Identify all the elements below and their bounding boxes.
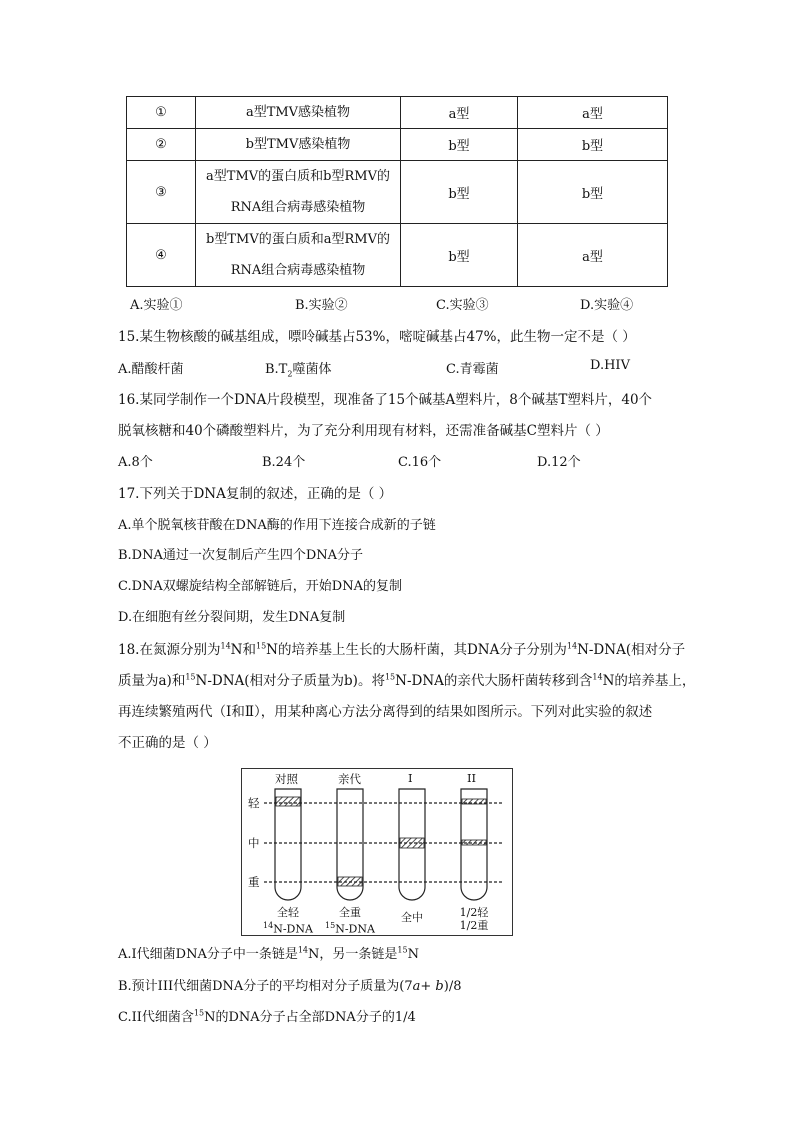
caption-control: 全轻 $^{14}$N-DNA: [263, 906, 313, 936]
row-col4: b型: [518, 161, 668, 224]
q17-option-d[interactable]: D.在细胞有丝分裂间期，发生DNA复制: [118, 610, 346, 625]
q18-option-a[interactable]: A.I代细菌DNA分子中一条链是$^{14}$N，另一条链是$^{15}$N: [118, 945, 419, 962]
row-col3: a型: [401, 97, 518, 129]
row-description: a型TMV的蛋白质和b型RMV的 RNA组合病毒感染植物: [196, 161, 401, 224]
q15-option-b[interactable]: $B.T_2$噬菌体: [265, 362, 332, 379]
row-number: ④: [127, 224, 196, 287]
q18-stem-line3: 再连续繁殖两代（Ⅰ和Ⅱ），用某种离心方法分离得到的结果如图所示。下列对此实验的叙述: [118, 704, 653, 720]
caption-gen2: 1/2轻 1/2重: [459, 906, 489, 932]
table-row: [127, 224, 668, 287]
q17-stem: 17.下列关于DNA复制的叙述，正确的是（ ）: [118, 486, 393, 502]
q16-stem-line1: 16.某同学制作一个DNA片段模型，现准备了15个碱基A塑料片，8个碱基T塑料片，40个: [118, 392, 653, 408]
q16-option-c[interactable]: C.16个: [398, 455, 442, 470]
caption-gen1: 全中: [401, 911, 423, 924]
q14-option-b[interactable]: B.实验②: [295, 298, 348, 313]
row-number: ②: [127, 129, 196, 161]
q17-option-a[interactable]: A.单个脱氧核苷酸在DNA酶的作用下连接合成新的子链: [118, 518, 436, 533]
row-col3: b型: [401, 224, 518, 287]
tube-title-gen2: II: [467, 771, 477, 785]
row-col4: b型: [518, 129, 668, 161]
q18-option-b[interactable]: B.预计III代细菌DNA分子的平均相对分子质量为(7a+ b)/8: [118, 979, 462, 994]
q18-stem-line2: 质量为a)和$^{15}$N-DNA(相对分子质量为b)。将$^{15}$N-DNA的亲代大肠杆菌转移到含$^{14}$N的培养基上，: [118, 672, 696, 689]
table-row: [127, 161, 668, 224]
level-label-light: 轻: [248, 796, 260, 810]
band-control-light: [276, 797, 300, 806]
q17-option-c[interactable]: C.DNA双螺旋结构全部解链后，开始DNA的复制: [118, 579, 402, 594]
centrifuge-figure: [241, 768, 513, 936]
q15-option-d[interactable]: D.HIV: [590, 358, 630, 373]
experiment-table: [126, 96, 668, 287]
q16-stem-line2: 脱氧核糖和40个磷酸塑料片，为了充分利用现有材料，还需准备碱基C塑料片（ ）: [118, 423, 609, 439]
row-number: ③: [127, 161, 196, 224]
row-description: a型TMV感染植物: [196, 97, 401, 129]
caption-parent: 全重 $^{15}$N-DNA: [325, 906, 375, 936]
q15-option-c[interactable]: C.青霉菌: [446, 362, 499, 377]
q18-option-c[interactable]: C.II代细菌含$^{15}$N的DNA分子占全部DNA分子的1/4: [118, 1008, 416, 1025]
q14-option-d[interactable]: D.实验④: [580, 298, 634, 313]
table-row: [127, 129, 668, 161]
q18-stem-line1: 18.在氮源分别为$^{14}$N和$^{15}$N的培养基上生长的大肠杆菌，其DNA分子分别为$^{14}$N-DNA(相对分子: [118, 641, 686, 658]
row-col3: b型: [401, 161, 518, 224]
q14-option-c[interactable]: C.实验③: [436, 298, 489, 313]
q15-option-a[interactable]: A.醋酸杆菌: [118, 362, 184, 377]
q18-stem-line4: 不正确的是（ ）: [118, 735, 217, 751]
q16-option-b[interactable]: B.24个: [262, 455, 306, 470]
tube-title-gen1: I: [408, 771, 413, 785]
tube-title-parent: 亲代: [338, 772, 361, 786]
level-label-heavy: 重: [248, 875, 260, 889]
row-description: b型TMV的蛋白质和a型RMV的 RNA组合病毒感染植物: [196, 224, 401, 287]
q16-option-d[interactable]: D.12个: [537, 455, 581, 470]
row-description: b型TMV感染植物: [196, 129, 401, 161]
row-col3: b型: [401, 129, 518, 161]
row-col4: a型: [518, 97, 668, 129]
row-col4: a型: [518, 224, 668, 287]
level-label-middle: 中: [248, 836, 260, 850]
tube-title-control: 对照: [275, 772, 298, 786]
q17-option-b[interactable]: B.DNA通过一次复制后产生四个DNA分子: [118, 548, 364, 563]
q16-option-a[interactable]: A.8个: [118, 455, 153, 470]
row-number: ①: [127, 97, 196, 129]
q14-option-a[interactable]: A.实验①: [130, 298, 183, 313]
q15-stem: 15.某生物核酸的碱基组成，嘌呤碱基占53%，嘧啶碱基占47%，此生物一定不是（ ）: [118, 329, 636, 345]
table-row: [127, 97, 668, 129]
